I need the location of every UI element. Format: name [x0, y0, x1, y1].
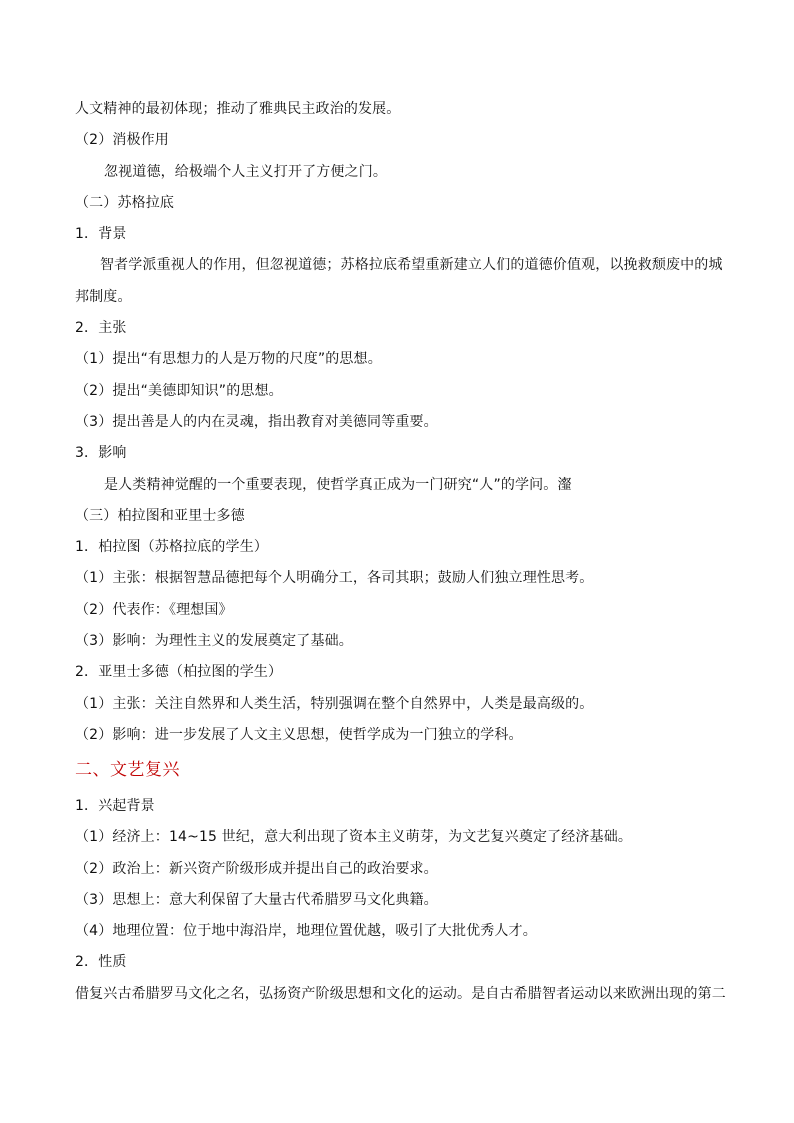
subheading: 2．性质 [75, 954, 127, 971]
paragraph-line: 借复兴古希腊罗马文化之名，弘扬资产阶级思想和文化的运动。是自古希腊智者运动以来欧洲出现的第二 [75, 985, 726, 1002]
subheading: 2．亚里士多德（柏拉图的学生） [75, 664, 283, 681]
list-item: （1）提出“有思想力的人是万物的尺度”的思想。 [75, 351, 382, 368]
subheading: 2．主张 [75, 320, 127, 337]
list-item: （3）影响：为理性主义的发展奠定了基础。 [75, 633, 353, 650]
subheading: 1．兴起背景 [75, 797, 155, 814]
subheading: 3．影响 [75, 445, 127, 462]
paragraph-line: 智者学派重视人的作用，但忽视道德；苏格拉底希望重新建立人们的道德价值观，以挽救颓废中的城 [100, 257, 723, 274]
list-item: （2）消极作用 [75, 132, 169, 149]
paragraph-line: 人文精神的最初体现；推动了雅典民主政治的发展。 [75, 101, 401, 117]
list-item: （2）影响：进一步发展了人文主义思想，使哲学成为一门独立的学科。 [75, 726, 523, 743]
paragraph-line: 邦制度。 [75, 288, 132, 305]
list-item: （2）代表作：《理想国》 [75, 601, 233, 618]
list-item: （3）思想上：意大利保留了大量古代希腊罗马文化典籍。 [75, 891, 438, 908]
list-item: （1）主张：根据智慧品德把每个人明确分工，各司其职；鼓励人们独立理性思考。 [75, 570, 594, 587]
subheading: 1．背景 [75, 226, 127, 243]
subheading: （二）苏格拉底 [75, 194, 175, 211]
list-item: （4）地理位置：位于地中海沿岸，地理位置优越，吸引了大批优秀人才。 [75, 923, 537, 940]
list-item: （3）提出善是人的内在灵魂，指出教育对美德同等重要。 [75, 413, 438, 430]
list-item: （1）经济上：14~15 世纪，意大利出现了资本主义萌芽，为文艺复兴奠定了经济基础。 [75, 829, 633, 846]
section-heading: 二、文艺复兴 [75, 760, 180, 781]
subheading: 1．柏拉图（苏格拉底的学生） [75, 539, 269, 556]
list-item: （1）主张：关注自然界和人类生活，特别强调在整个自然界中，人类是最高级的。 [75, 695, 594, 712]
subheading: （三）柏拉图和亚里士多德 [75, 507, 245, 524]
paragraph-line: 忽视道德，给极端个人主义打开了方便之门。 [104, 163, 387, 180]
list-item: （2）提出“美德即知识”的思想。 [75, 382, 283, 399]
paragraph-line: 是人类精神觉醒的一个重要表现，使哲学真正成为一门研究“人”的学问。瀣 [104, 476, 572, 493]
document-page [75, 94, 735, 1010]
list-item: （2）政治上：新兴资产阶级形成并提出自己的政治要求。 [75, 860, 438, 877]
